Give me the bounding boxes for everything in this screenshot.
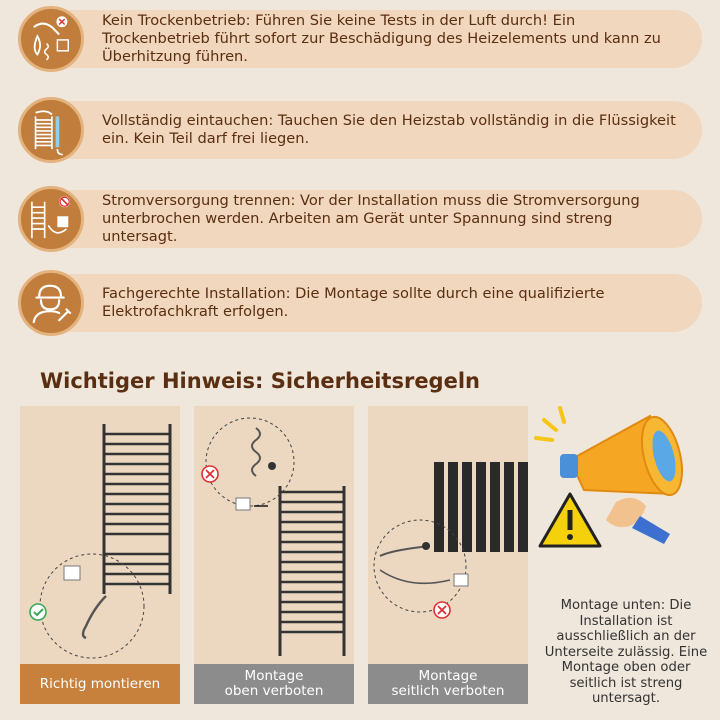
section-heading: Wichtiger Hinweis: Sicherheitsregeln: [40, 369, 480, 393]
panel-label-line1: Richtig montieren: [39, 675, 161, 692]
radiator-bottom-illustration: [20, 406, 180, 666]
no-dry-run-icon: [18, 6, 84, 72]
mounting-note: Montage unten: Die Installation ist ausschließlich an der Unterseite zulässig. Eine Montage oben oder seitlich ist streng untersagt.: [544, 598, 708, 706]
panel-top-forbidden: [194, 406, 354, 704]
panel-side-forbidden: [368, 406, 528, 704]
power-off-icon: [18, 186, 84, 252]
rule-row-electrician: [18, 270, 702, 336]
panel-label-line1: Montage: [244, 668, 304, 684]
panel-label-line2: seitlich verboten: [391, 683, 505, 699]
rule-row-immersion: [18, 97, 702, 163]
rule-row-dry-run: [18, 6, 702, 72]
radiator-top-illustration: [194, 406, 354, 666]
rule-text: Stromversorgung trennen: Vor der Installation muss die Stromversorgung unterbrochen werden. Arbeiten am Gerät unter Spannung sind streng untersagt.: [102, 192, 640, 245]
radiator-side-illustration: [368, 406, 528, 666]
electrician-icon: [18, 270, 84, 336]
warning-icon: [540, 494, 600, 546]
rule-row-power-off: [18, 186, 702, 252]
immersion-icon: [18, 97, 84, 163]
panel-label: [20, 664, 180, 704]
rule-text: Fachgerechte Installation: Die Montage sollte durch eine qualifizierte Elektrofachkraft erfolgen.: [102, 285, 605, 320]
panel-label-line2: oben verboten: [224, 683, 324, 699]
panel-label-line1: Montage: [418, 668, 478, 684]
megaphone-warning-illustration: [530, 398, 710, 568]
panel-label: [368, 664, 528, 704]
panel-label: [194, 664, 354, 704]
rule-text: Kein Trockenbetrieb: Führen Sie keine Tests in der Luft durch! Ein Trockenbetrieb führt sofort zur Beschädigung des Heizelements und kann zu Überhitzung führen.: [102, 12, 661, 65]
rule-text: Vollständig eintauchen: Tauchen Sie den Heizstab vollständig in die Flüssigkeit ein. Kein Teil darf frei liegen.: [102, 112, 676, 147]
panel-correct: [20, 406, 180, 704]
